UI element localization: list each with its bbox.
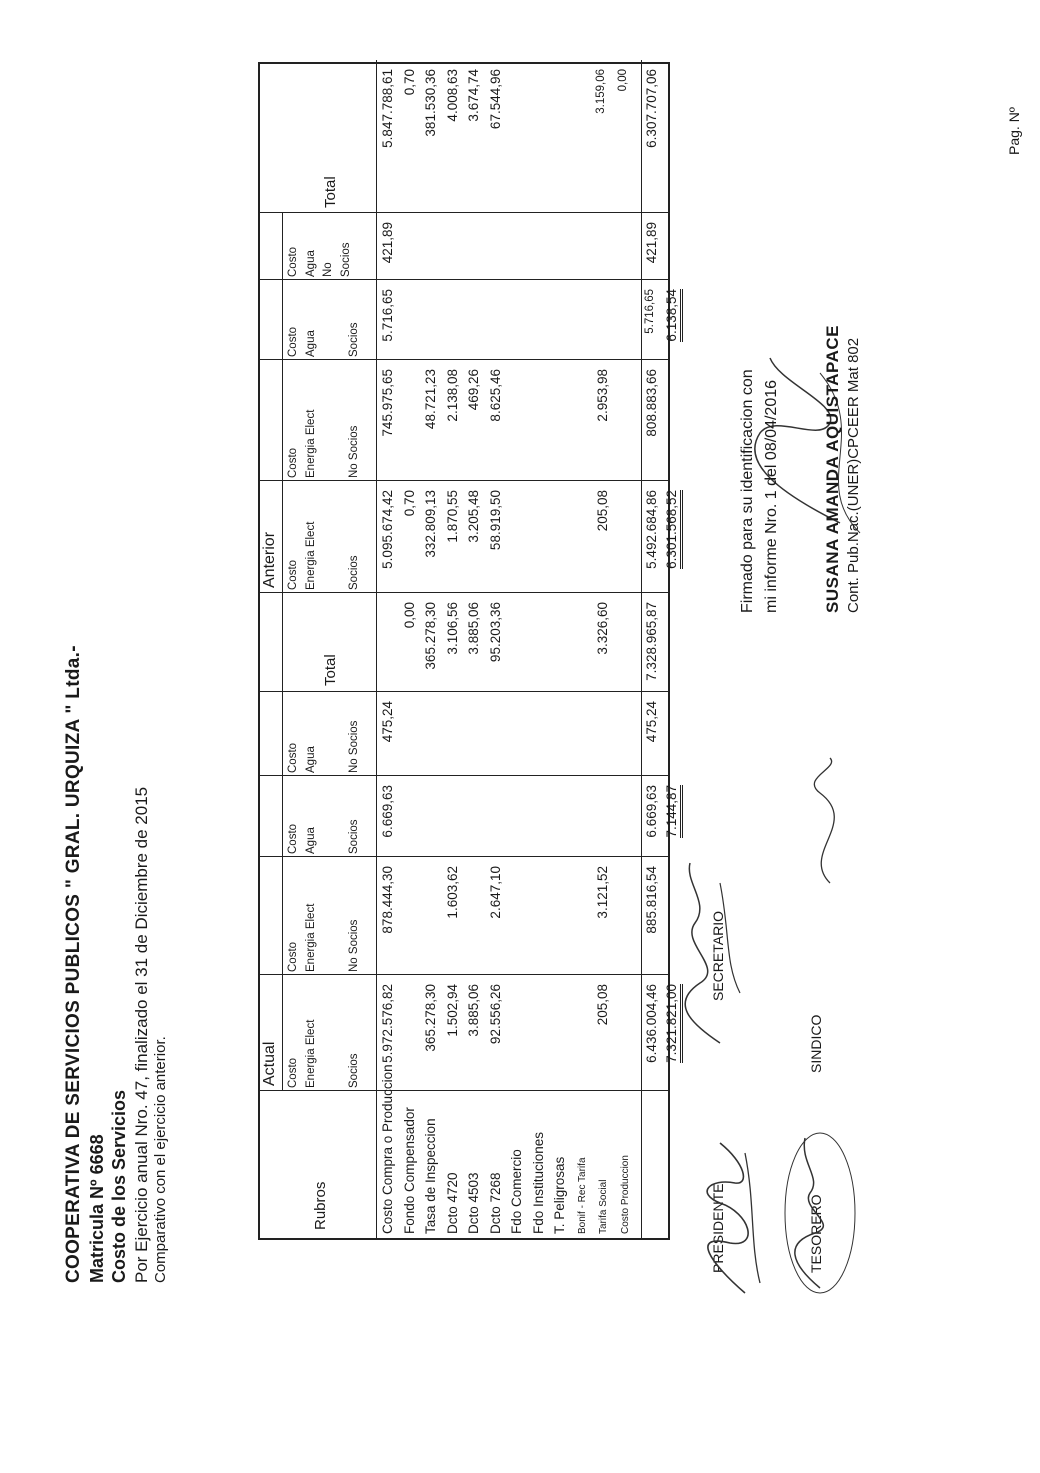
column-header-line: Costo	[287, 742, 299, 773]
column-header-line: Socios	[340, 242, 352, 277]
cost-table	[258, 62, 679, 1240]
row-label: Costo Produccion	[619, 1155, 631, 1234]
period-description: Por Ejercicio anual Nro. 47, finalizado el 31 de Diciembre de 2015	[131, 786, 151, 1283]
header-divider	[376, 60, 377, 1238]
actual-cell: 0,00	[401, 602, 417, 629]
anterior-total-cell: 421,89	[644, 222, 659, 264]
row-label: Tarifa Social	[598, 1179, 609, 1234]
anterior-cell: 3.205,48	[466, 490, 481, 543]
anterior-cell: 48.721,23	[423, 369, 438, 430]
anterior-cell: 5.095.674,42	[380, 490, 395, 569]
actual-cell: 2.647,10	[487, 866, 503, 919]
row-label: Dcto 7268	[487, 1172, 503, 1234]
actual-cell: 1.603,62	[444, 866, 460, 919]
column-header-line: Socios	[348, 322, 360, 357]
column-divider	[260, 480, 668, 481]
actual-total-cell: 885.816,54	[644, 866, 659, 934]
column-header-line: Socios	[348, 819, 360, 854]
anterior-cell: 1.870,55	[444, 490, 460, 543]
anterior-cell: 469,26	[466, 369, 481, 411]
column-divider	[260, 691, 668, 692]
subtotal-value: 7.321.821,00	[664, 984, 683, 1063]
certification-line-1: Firmado para su identificacion con	[739, 369, 756, 613]
column-header-line: Costo	[287, 941, 299, 972]
column-header-line: Energia Elect	[305, 903, 317, 972]
column-divider	[260, 974, 668, 975]
anterior-cell: 421,89	[380, 222, 395, 264]
auditor-block	[822, 325, 864, 613]
actual-total-cell: 6.669,63	[644, 785, 659, 838]
anterior-cell: 0,00	[616, 69, 629, 92]
anterior-total-cell: 5.492.684,86	[644, 490, 659, 569]
actual-cell: 365.278,30	[423, 602, 438, 670]
anterior-total-cell: 808.883,66	[644, 369, 659, 437]
column-header-line: No Socios	[348, 919, 360, 972]
tesorero-label: TESORERO	[808, 1194, 824, 1273]
column-header-line: Agua	[305, 250, 317, 277]
total-header-actual: Total	[322, 654, 339, 686]
column-header-line: Agua	[305, 330, 317, 357]
certification-note	[736, 369, 784, 613]
actual-cell: 3.106,56	[444, 602, 460, 655]
anterior-cell: 2.138,08	[444, 369, 460, 422]
anterior-cell: 8.625,46	[487, 369, 503, 422]
actual-cell: 205,08	[595, 984, 610, 1026]
column-header-line: Socios	[348, 1053, 360, 1088]
certification-line-2: mi informe Nro. 1 del 08/04/2016	[763, 379, 780, 613]
subtotal-value: 7.144,87	[664, 785, 683, 838]
anterior-cell: 58.919,50	[487, 490, 503, 551]
column-header-line: Energia Elect	[305, 409, 317, 478]
column-header-line: Costo	[287, 447, 299, 478]
anterior-total-cell: 6.307.707,06	[644, 69, 659, 148]
group-divider	[282, 213, 283, 1091]
rubros-header: Rubros	[312, 1181, 329, 1230]
anterior-cell: 332.809,13	[423, 490, 438, 558]
auditor-name: SUSANA AMANDA AQUISTAPACE	[823, 325, 842, 613]
anterior-cell: 205,08	[595, 490, 610, 532]
report-title: Costo de los Servicios	[109, 1089, 130, 1283]
row-label: Fdo Comercio	[509, 1149, 524, 1234]
anterior-cell: 381.530,36	[423, 69, 438, 137]
column-divider	[260, 592, 668, 593]
anterior-cell: 2.953,98	[595, 369, 610, 422]
row-label: Fdo Instituciones	[530, 1131, 546, 1234]
group-anterior: Anterior	[261, 531, 278, 588]
presidente-label: PRESIDENTE	[710, 1183, 726, 1273]
column-header-line: No Socios	[348, 425, 360, 478]
subtotal-value: 6.301.568,52	[664, 490, 683, 569]
registration-number: Matricula Nº 6668	[86, 1134, 107, 1283]
auditor-credentials: Cont. Pub.Nac.(UNER)CPCEER Mat 802	[845, 337, 863, 613]
sindico-label: SINDICO	[808, 1014, 824, 1073]
actual-cell: 3.885,06	[466, 984, 481, 1037]
column-header-line: Agua	[305, 746, 317, 773]
column-divider	[260, 279, 668, 280]
actual-cell: 3.121,52	[595, 866, 610, 919]
actual-total-cell: 6.436.004,46	[644, 984, 659, 1063]
row-label: Costo Compra o Produccion	[380, 1064, 395, 1234]
page-number-label: Pag. Nº	[1006, 107, 1022, 155]
entity-name: COOPERATIVA DE SERVICIOS PUBLICOS " GRAL. URQUIZA " Ltda.-	[63, 645, 84, 1283]
anterior-cell: 67.544,96	[487, 69, 503, 130]
column-header-line: No	[322, 262, 334, 277]
actual-cell: 6.669,63	[380, 785, 395, 838]
column-header-line: Socios	[348, 555, 360, 590]
column-header-line: Energia Elect	[305, 1019, 317, 1088]
anterior-cell: 4.008,63	[444, 69, 460, 122]
anterior-cell: 745.975,65	[380, 369, 395, 437]
column-header-line: Costo	[287, 823, 299, 854]
row-label: Dcto 4503	[466, 1172, 481, 1234]
column-divider	[260, 1090, 668, 1091]
actual-cell: 3.885,06	[466, 602, 481, 655]
actual-cell: 878.444,30	[380, 866, 395, 934]
column-divider	[260, 856, 668, 857]
column-divider	[260, 359, 668, 360]
secretario-label: SECRETARIO	[710, 911, 726, 1001]
anterior-cell: 3.674,74	[466, 69, 481, 122]
column-header-line: Costo	[287, 1057, 299, 1088]
actual-cell: 365.278,30	[423, 984, 438, 1052]
anterior-total-cell: 5.716,65	[644, 289, 656, 334]
actual-total-cell: 7.328.965,87	[644, 602, 659, 681]
anterior-cell: 0,70	[401, 69, 417, 96]
actual-cell: 92.556,26	[487, 984, 503, 1045]
column-divider	[260, 775, 668, 776]
actual-total-cell: 475,24	[644, 701, 659, 743]
actual-cell: 3.326,60	[595, 602, 610, 655]
actual-cell: 1.502,94	[444, 984, 460, 1037]
column-divider	[260, 212, 668, 213]
actual-cell: 5.972.576,82	[380, 984, 395, 1063]
column-header-line: Agua	[305, 827, 317, 854]
column-header-line: Costo	[287, 559, 299, 590]
column-header-line: Energia Elect	[305, 521, 317, 590]
subtotal-value: 6.138,54	[664, 289, 683, 342]
column-header-line: No Socios	[348, 720, 360, 773]
anterior-cell: 5.716,65	[380, 289, 395, 342]
column-header-line: Costo	[287, 326, 299, 357]
row-label: Dcto 4720	[444, 1172, 460, 1234]
actual-cell: 95.203,36	[487, 602, 503, 663]
row-label: Fondo Compensador	[401, 1107, 417, 1234]
actual-cell: 475,24	[380, 701, 395, 743]
row-label: Bonif - Rec Tarifa	[576, 1157, 588, 1234]
row-label: T. Peligrosas	[552, 1156, 567, 1234]
column-header-line: Costo	[287, 246, 299, 277]
anterior-cell: 5.847.788,61	[380, 69, 395, 148]
total-header-anterior: Total	[322, 176, 339, 208]
anterior-cell: 3.159,06	[595, 69, 607, 114]
sindico-signature	[780, 753, 880, 893]
totals-divider	[641, 60, 642, 1238]
row-label: Tasa de Inspeccion	[423, 1118, 438, 1234]
report-header	[62, 645, 171, 1283]
comparison-note: Comparativo con el ejercicio anterior.	[152, 1036, 169, 1283]
anterior-cell: 0,70	[401, 490, 417, 517]
group-actual: Actual	[261, 1041, 278, 1086]
